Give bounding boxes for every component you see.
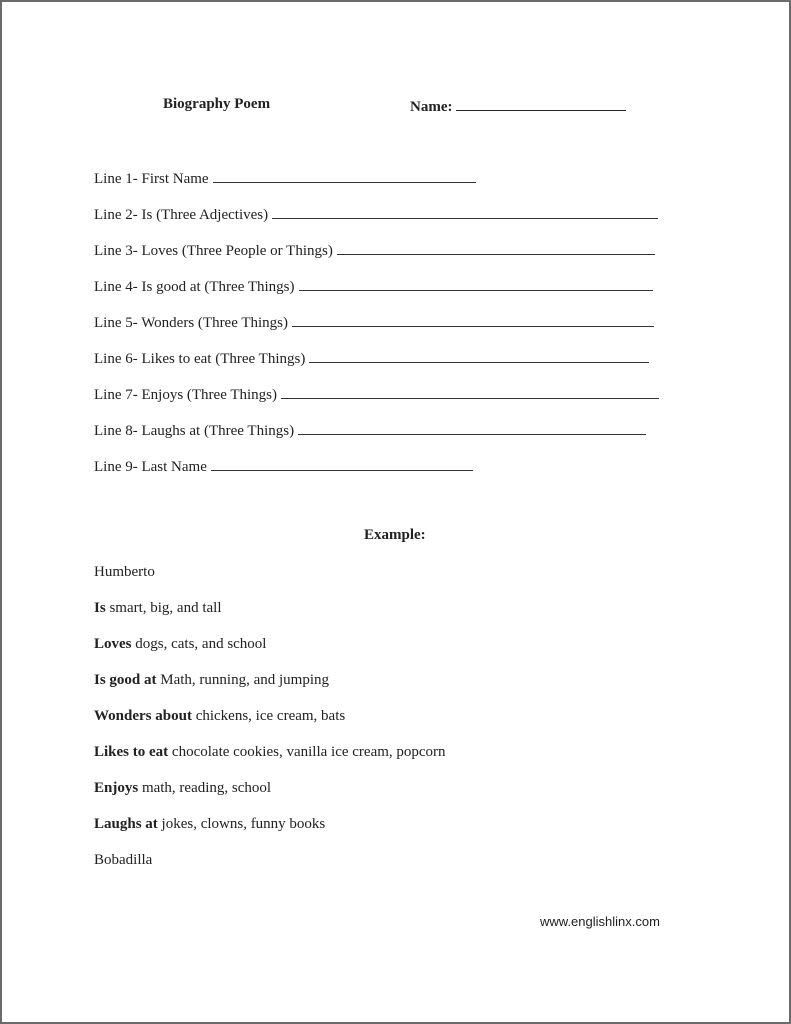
blank-line xyxy=(211,456,473,471)
example-line xyxy=(94,600,222,617)
example-line-text: Bobadilla xyxy=(94,852,153,868)
example-line-bold: Loves xyxy=(94,636,132,652)
template-line-8 xyxy=(94,420,646,440)
example-line-bold: Likes to eat xyxy=(94,744,169,760)
blank-line xyxy=(272,204,658,219)
name-label: Name: xyxy=(410,99,453,115)
example-line xyxy=(94,708,345,725)
example-line-text: chocolate cookies, vanilla ice cream, popcorn xyxy=(168,744,446,760)
example-line xyxy=(94,852,152,869)
example-line-text: dogs, cats, and school xyxy=(131,636,267,652)
blank-line xyxy=(299,276,653,291)
blank-line xyxy=(292,312,654,327)
website-url: www.englishlinx.com xyxy=(540,914,660,929)
page-title: Biography Poem xyxy=(163,96,271,112)
blank-line xyxy=(337,240,655,255)
name-blank-line xyxy=(456,96,626,111)
blank-line xyxy=(213,168,476,183)
name-field xyxy=(410,96,626,116)
example-line-text: math, reading, school xyxy=(138,780,272,796)
example-line xyxy=(94,672,329,689)
template-line-label: Line 6- Likes to eat (Three Things) xyxy=(94,351,306,367)
example-line xyxy=(94,780,271,797)
blank-line xyxy=(298,420,646,435)
example-line xyxy=(94,636,266,653)
blank-line xyxy=(309,348,649,363)
example-line-bold: Laughs at xyxy=(94,816,158,832)
example-line-text: chickens, ice cream, bats xyxy=(191,708,346,724)
template-line-9 xyxy=(94,456,473,476)
template-line-1 xyxy=(94,168,476,188)
example-line-text: Humberto xyxy=(94,564,155,580)
template-line-label: Line 3- Loves (Three People or Things) xyxy=(94,243,333,259)
template-line-label: Line 9- Last Name xyxy=(94,459,207,475)
example-line xyxy=(94,744,446,761)
example-line-text: smart, big, and tall xyxy=(105,600,222,616)
template-line-label: Line 4- Is good at (Three Things) xyxy=(94,279,295,295)
example-line-bold: Wonders about xyxy=(94,708,192,724)
template-line-label: Line 5- Wonders (Three Things) xyxy=(94,315,289,331)
template-line-5 xyxy=(94,312,654,332)
example-line xyxy=(94,816,325,833)
template-line-label: Line 7- Enjoys (Three Things) xyxy=(94,387,278,403)
example-line-bold: Enjoys xyxy=(94,780,139,796)
example-line xyxy=(94,564,155,581)
template-line-label: Line 8- Laughs at (Three Things) xyxy=(94,423,295,439)
template-line-3 xyxy=(94,240,655,260)
template-line-label: Line 1- First Name xyxy=(94,171,209,187)
template-line-4 xyxy=(94,276,653,296)
template-line-6 xyxy=(94,348,649,368)
template-line-label: Line 2- Is (Three Adjectives) xyxy=(94,207,269,223)
example-line-bold: Is xyxy=(94,600,106,616)
example-line-bold: Is good at xyxy=(94,672,157,688)
blank-line xyxy=(281,384,659,399)
template-line-7 xyxy=(94,384,659,404)
example-line-text: Math, running, and jumping xyxy=(156,672,330,688)
example-heading: Example: xyxy=(364,527,426,543)
template-line-2 xyxy=(94,204,658,224)
example-line-text: jokes, clowns, funny books xyxy=(157,816,326,832)
